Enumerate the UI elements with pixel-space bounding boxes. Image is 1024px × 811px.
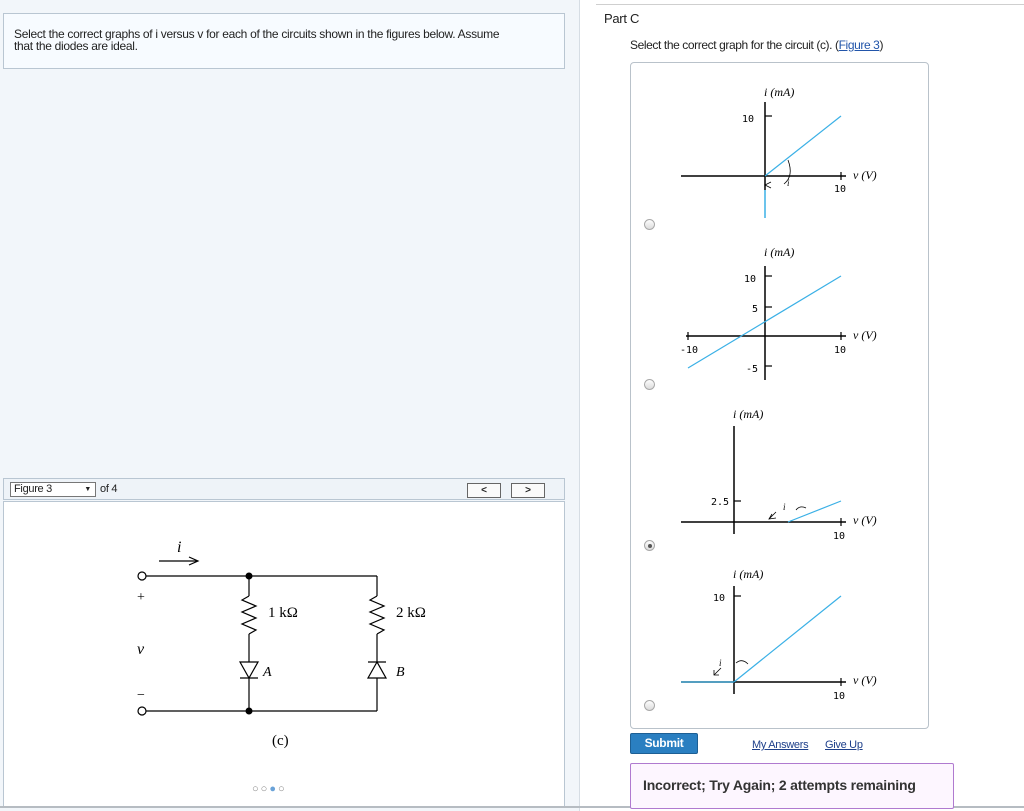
problem-statement [3,13,565,69]
figure-panel [3,501,565,807]
figure-select[interactable] [10,482,96,497]
x-tick-label: 10 [833,691,846,702]
option-4-radio[interactable] [644,700,655,711]
pager-dot-active[interactable]: ● [269,783,278,795]
y-tick-label: 10 [713,593,726,604]
resistor-2k [370,596,384,634]
option-4-graph [676,560,906,705]
resistor-1k-label: 1 kΩ [268,605,298,621]
terminal-bottom [138,707,146,715]
chevron-left-icon: < [481,485,487,496]
question-suffix: ) [879,38,884,52]
pager-dot[interactable]: ○ [260,783,270,795]
circuit-caption: (c) [272,733,289,749]
diode-a-label: A [263,665,272,680]
give-up-link[interactable]: Give Up [825,739,863,751]
chevron-right-icon: > [525,485,531,496]
y-tick-label: -5 [746,364,759,375]
y-tick-label: 10 [744,274,757,285]
y-axis-label: i (mA) [733,567,764,581]
y-axis-label: i (mA) [764,245,795,259]
resistor-1k [242,596,256,634]
x-axis-label: v (V) [853,513,877,527]
y-tick-label: 2.5 [711,497,730,508]
x-tick-label: -10 [680,345,699,356]
diode-a [240,662,258,678]
x-axis-label: v (V) [853,328,877,342]
y-axis-label: i (mA) [733,407,764,421]
problem-line-2: that the diodes are ideal. [14,39,138,53]
divider [596,4,1024,5]
diode-b-label: B [396,665,405,680]
x-axis-label: v (V) [853,673,877,687]
figure-toolbar [3,478,565,500]
slope-label: i [719,658,722,668]
x-tick-label: 10 [833,531,846,542]
y-axis-label: i (mA) [764,85,795,99]
figure-select-value: Figure 3 [14,483,52,495]
question-text [630,38,883,52]
diode-b [368,662,386,678]
x-tick-label: 10 [834,184,847,195]
y-tick-label: 5 [752,304,759,315]
question-prefix: Select the correct graph for the circuit (c). ( [630,38,839,52]
option-2-radio[interactable] [644,379,655,390]
figure-pager[interactable] [252,783,287,795]
part-title: Part C [604,11,640,26]
pager-dot[interactable]: ○ [252,783,261,795]
problem-line-1: Select the correct graphs of i versus v for each of the circuits shown in the figures below. Assume [14,27,500,41]
next-figure-button[interactable] [511,483,545,498]
feedback-message: Incorrect; Try Again; 2 attempts remaining [630,763,954,809]
option-1-graph [676,80,906,225]
my-answers-link[interactable]: My Answers [752,739,809,751]
submit-button[interactable]: Submit [630,733,698,754]
figure-count: of 4 [100,483,118,495]
x-axis-label: v (V) [853,168,877,182]
pager-dot[interactable]: ○ [277,783,287,795]
option-1-radio[interactable] [644,219,655,230]
resistor-2k-label: 2 kΩ [396,605,426,621]
plus-sign: + [137,590,145,605]
chevron-down-icon: ▼ [84,486,91,493]
current-label: i [177,539,182,556]
figure-link[interactable]: Figure 3 [838,38,880,52]
x-tick-label: 10 [834,345,847,356]
circuit-diagram [4,502,564,806]
option-3-graph [676,400,906,545]
option-3-radio[interactable] [644,540,655,551]
y-tick-label: 10 [742,114,755,125]
prev-figure-button[interactable] [467,483,501,498]
option-2-graph [676,240,906,385]
slope-label: i [783,502,786,512]
terminal-top [138,572,146,580]
slope-label: i [787,178,790,188]
voltage-label: v [137,641,145,658]
minus-sign: − [137,688,145,703]
